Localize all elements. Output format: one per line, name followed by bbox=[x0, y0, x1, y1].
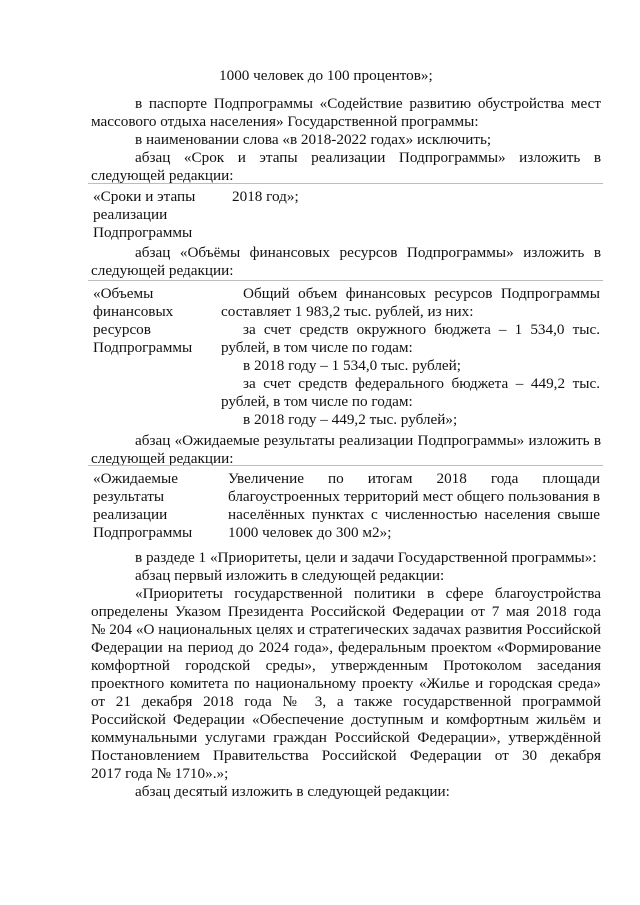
text-line: следующей редакции: bbox=[91, 262, 234, 279]
text-line: № 204 «О национальных целях и стратегических задачах развития Российской bbox=[91, 621, 601, 638]
text-line: Российской Федерации «Обеспечение доступным и комфортным жильём и bbox=[91, 711, 601, 728]
table-value: рублей, в том числе по годам: bbox=[221, 339, 413, 356]
text-line: абзац «Срок и этапы реализации Подпрограммы» изложить в bbox=[135, 149, 601, 166]
text-line: массового отдыха населения» Государственной программы: bbox=[91, 113, 479, 130]
table-value: 1000 человек до 300 м2»; bbox=[228, 524, 392, 541]
results-table bbox=[88, 465, 603, 541]
text-line: абзац десятый изложить в следующей редакции: bbox=[135, 783, 450, 800]
text-line: 2017 года № 1710».»; bbox=[91, 765, 229, 782]
text-line: комфортной городской среды», утвержденным Протоколом заседания bbox=[91, 657, 601, 674]
table-value: в 2018 году – 1 534,0 тыс. рублей; bbox=[243, 357, 461, 374]
text-line: 1000 человек до 100 процентов»; bbox=[219, 67, 433, 84]
text-line: следующей редакции: bbox=[91, 167, 234, 184]
text-line: проектного комитета по национальному проекту «Жилье и городская среда» bbox=[91, 675, 601, 692]
table-value: Увеличение по итогам 2018 года площади bbox=[228, 470, 600, 487]
text-line: в раздеде 1 «Приоритеты, цели и задачи Государственной программы»: bbox=[135, 549, 597, 566]
table-value: за счет средств окружного бюджета – 1 534,0 тыс. bbox=[243, 321, 600, 338]
text-line: «Приоритеты государственной политики в сфере благоустройства bbox=[135, 585, 601, 602]
table-value: за счет средств федерального бюджета – 449,2 тыс. bbox=[243, 375, 600, 392]
table-label: финансовых bbox=[93, 303, 174, 320]
table-label: ресурсов bbox=[93, 321, 151, 338]
table-label: Подпрограммы bbox=[93, 224, 193, 241]
text-line: абзац первый изложить в следующей редакции: bbox=[135, 567, 445, 584]
table-label: Подпрограммы bbox=[93, 339, 193, 356]
text-line: от 21 декабря 2018 года № 3, а также государственной программой bbox=[91, 693, 601, 710]
table-label: реализации bbox=[93, 506, 168, 523]
text-line: Постановлением Правительства Российской Федерации от 30 декабря bbox=[91, 747, 601, 764]
table-value: Общий объем финансовых ресурсов Подпрограммы bbox=[243, 285, 600, 302]
table-value: составляет 1 983,2 тыс. рублей, из них: bbox=[221, 303, 474, 320]
table-value: в 2018 году – 449,2 тыс. рублей»; bbox=[243, 411, 458, 428]
table-value: населённых пунктах с численностью населения свыше bbox=[228, 506, 600, 523]
text-line: определены Указом Президента Российской Федерации от 7 мая 2018 года bbox=[91, 603, 601, 620]
table-label: «Сроки и этапы bbox=[93, 188, 196, 205]
table-value: 2018 год»; bbox=[232, 188, 299, 205]
text-line: в паспорте Подпрограммы «Содействие развитию обустройства мест bbox=[135, 95, 601, 112]
table-label: результаты bbox=[93, 488, 165, 505]
text-line: абзац «Объёмы финансовых ресурсов Подпрограммы» изложить в bbox=[135, 244, 601, 261]
terms-table bbox=[88, 183, 603, 240]
text-line: в наименовании слова «в 2018-2022 годах» исключить; bbox=[135, 131, 492, 148]
table-label: «Объемы bbox=[93, 285, 154, 302]
text-line: следующей редакции: bbox=[91, 450, 234, 467]
text-line: Федерации на период до 2024 года», федеральным проектом «Формирование bbox=[91, 639, 601, 656]
table-label: реализации bbox=[93, 206, 168, 223]
text-line: коммунальными услугами граждан Российской Федерации», утверждённой bbox=[91, 729, 601, 746]
table-value: рублей, в том числе по годам: bbox=[221, 393, 413, 410]
table-label: Подпрограммы bbox=[93, 524, 193, 541]
table-label: «Ожидаемые bbox=[93, 470, 178, 487]
finance-table bbox=[88, 280, 603, 429]
text-line: абзац «Ожидаемые результаты реализации Подпрограммы» изложить в bbox=[135, 432, 601, 449]
table-value: благоустроенных территорий мест общего пользования в bbox=[228, 488, 600, 505]
